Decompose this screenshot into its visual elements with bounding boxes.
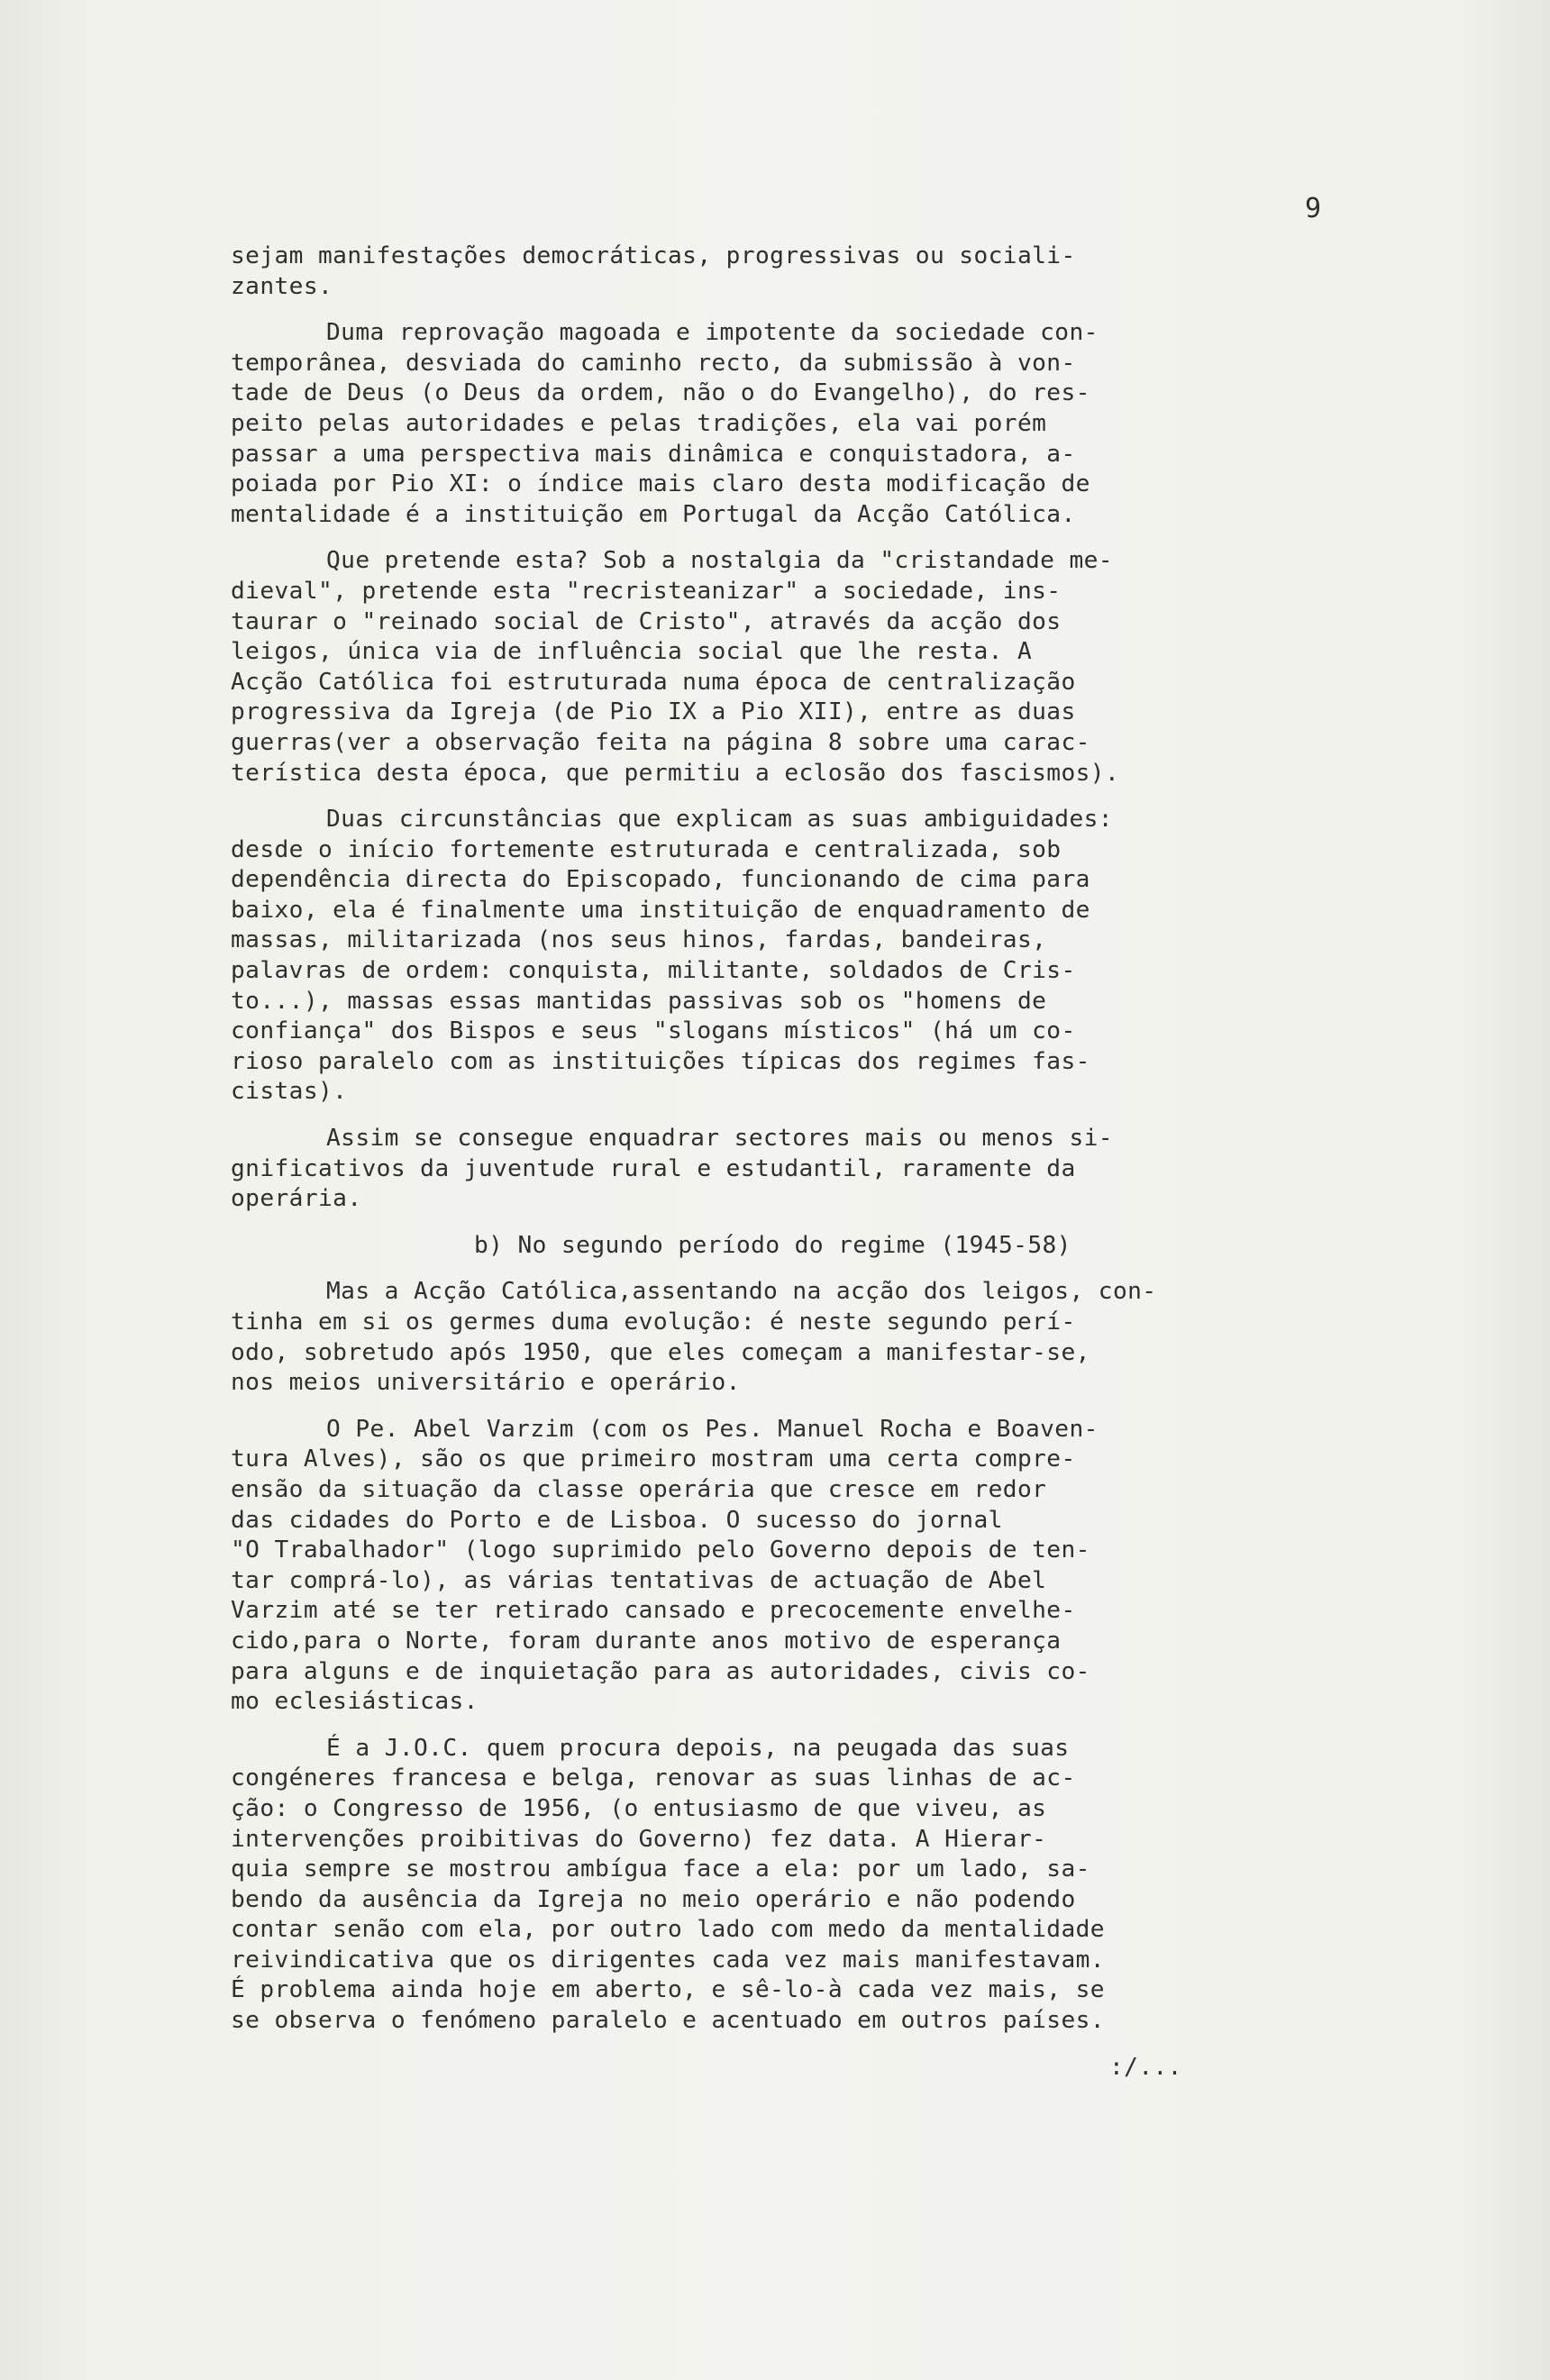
text-line: É a J.O.C. quem procura depois, na peugada das suas [326, 1734, 1070, 1762]
text-line: intervenções proibitivas do Governo) fez data. A Hierar- [231, 1825, 1047, 1853]
text-line: ção: o Congresso de 1956, (o entusiasmo de que viveu, as [231, 1794, 1047, 1822]
text-line: dieval", pretende esta "recristeanizar" a sociedade, ins- [231, 577, 1062, 605]
text-line: leigos, única via de influência social que lhe resta. A [231, 638, 1033, 666]
text-line: bendo da ausência da Igreja no meio operário e não podendo [231, 1885, 1076, 1913]
text-line: Duas circunstâncias que explicam as suas ambiguidades: [326, 806, 1113, 834]
text-line: cido,para o Norte, foram durante anos motivo de esperança [231, 1627, 1062, 1655]
text-line: se observa o fenómeno paralelo e acentuado em outros países. [231, 2007, 1105, 2035]
page-number: 9 [1305, 193, 1322, 224]
text-line: "O Trabalhador" (logo suprimido pelo Governo depois de ten- [231, 1537, 1090, 1564]
text-line: para alguns e de inquietação para as autoridades, civis co- [231, 1657, 1090, 1685]
text-line: desde o início fortemente estruturada e centralizada, sob [231, 835, 1062, 863]
text-line: Assim se consegue enquadrar sectores mais ou menos si- [326, 1125, 1113, 1153]
text-line: poiada por Pio XI: o índice mais claro desta modificação de [231, 470, 1090, 498]
body-text [231, 242, 1330, 2083]
text-line: nos meios universitário e operário. [231, 1369, 741, 1397]
text-line: sejam manifestações democráticas, progressivas ou sociali- [231, 242, 1076, 269]
text-line: odo, sobretudo após 1950, que eles começam a manifestar-se, [231, 1338, 1090, 1366]
text-line: É problema ainda hoje em aberto, e sê-lo-à cada vez mais, se [231, 1976, 1105, 2004]
text-line: congéneres francesa e belga, renovar as suas linhas de ac- [231, 1764, 1076, 1792]
text-line: guerras(ver a observação feita na página 8 sobre uma carac- [231, 728, 1090, 756]
text-line: O Pe. Abel Varzim (com os Pes. Manuel Rocha e Boaven- [326, 1415, 1099, 1443]
text-line: tura Alves), são os que primeiro mostram uma certa compre- [231, 1445, 1076, 1473]
text-line: confiança" dos Bispos e seus "slogans místicos" (há um co- [231, 1017, 1076, 1045]
text-line: Varzim até se ter retirado cansado e precocemente envelhe- [231, 1597, 1076, 1625]
text-line: tade de Deus (o Deus da ordem, não o do Evangelho), do res- [231, 379, 1090, 407]
text-line: ensão da situação da classe operária que cresce em redor [231, 1475, 1047, 1503]
text-line: Acção Católica foi estruturada numa época de centralização [231, 668, 1076, 696]
text-line: contar senão com ela, por outro lado com medo da mentalidade [231, 1916, 1105, 1944]
text-line: rioso paralelo com as instituições típicas dos regimes fas- [231, 1047, 1090, 1075]
text-line: palavras de ordem: conquista, militante, soldados de Cris- [231, 957, 1076, 985]
text-line: Mas a Acção Católica,assentando na acção dos leigos, con- [326, 1278, 1157, 1306]
text-line: Duma reprovação magoada e impotente da sociedade con- [326, 319, 1099, 347]
text-line: quia sempre se mostrou ambígua face a ela: por um lado, sa- [231, 1856, 1090, 1883]
text-line: terística desta época, que permitiu a eclosão dos fascismos). [231, 759, 1120, 787]
text-line: reivindicativa que os dirigentes cada vez mais manifestavam. [231, 1946, 1105, 1974]
text-line: mentalidade é a instituição em Portugal da Acção Católica. [231, 500, 1076, 528]
text-line: taurar o "reinado social de Cristo", através da acção dos [231, 607, 1062, 635]
text-line: mo eclesiásticas. [231, 1688, 479, 1716]
text-line: temporânea, desviada do caminho recto, da submissão à von- [231, 349, 1076, 377]
text-line: progressiva da Igreja (de Pio IX a Pio XII), entre as duas [231, 698, 1076, 726]
text-line: tar comprá-lo), as várias tentativas de actuação de Abel [231, 1566, 1047, 1594]
text-line: to...), massas essas mantidas passivas sob os "homens de [231, 987, 1047, 1015]
text-line: das cidades do Porto e de Lisboa. O sucesso do jornal [231, 1506, 1003, 1534]
text-line: massas, militarizada (nos seus hinos, fardas, bandeiras, [231, 926, 1047, 954]
text-line: zantes. [231, 272, 333, 300]
text-line: passar a uma perspectiva mais dinâmica e conquistadora, a- [231, 440, 1076, 468]
text-line: Que pretende esta? Sob a nostalgia da "cristandade me- [326, 547, 1113, 575]
text-line: operária. [231, 1185, 362, 1213]
text-line: baixo, ela é finalmente uma instituição de enquadramento de [231, 896, 1090, 924]
section-heading: b) No segundo período do regime (1945-58) [474, 1231, 1071, 1259]
text-line: peito pelas autoridades e pelas tradições, ela vai porém [231, 409, 1047, 437]
text-line: cistas). [231, 1078, 348, 1106]
text-line: gnificativos da juventude rural e estudantil, raramente da [231, 1154, 1076, 1182]
text-line: dependência directa do Episcopado, funcionando de cima para [231, 866, 1090, 894]
text-line: tinha em si os germes duma evolução: é neste segundo perí- [231, 1309, 1076, 1336]
continuation-mark: :/... [1109, 2053, 1182, 2081]
